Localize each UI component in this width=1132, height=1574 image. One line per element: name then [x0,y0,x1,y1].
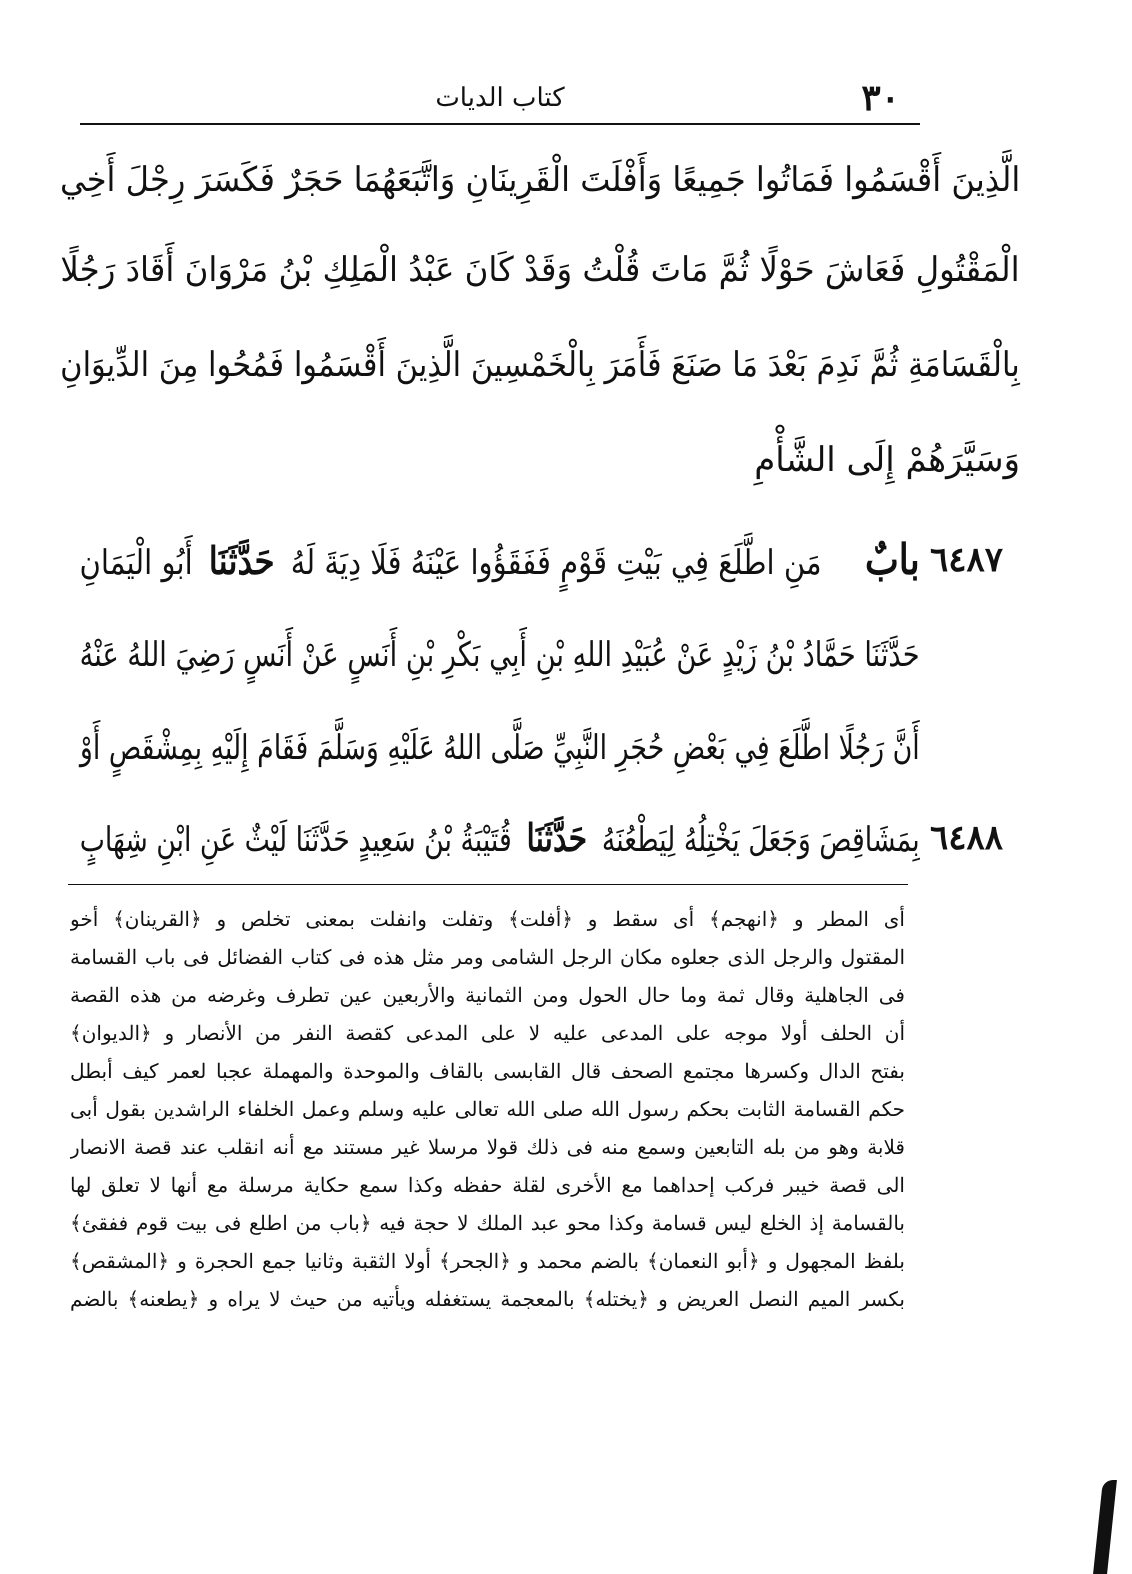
narrator: أَبُو الْيَمَانِ [79,543,193,583]
footnotes [70,900,905,1318]
page-number: ٣٠ [861,77,900,119]
footnote-line: بفتح الدال وكسرها مجتمع الصحف قال القابسى بالقاف والموحدة والمهملة عجبا لعمر كيف أبطل [70,1059,905,1083]
text-line: أَنَّ رَجُلًا اطَّلَعَ فِي بَعْضِ حُجَرِ النَّبِيِّ صَلَّى اللهُ عَلَيْهِ وَسَلَّمَ فَقَامَ إِلَيْهِ بِمِشْقَصٍ أَوْ [80,728,920,768]
scan-edge-mark [1093,1480,1117,1574]
footnote-line: بكسر الميم النصل العريض و ﴿يختله﴾ بالمعجمة يستغفله ويأتيه من حيث لا يراه و ﴿يطعنه﴾ بالضم [70,1287,905,1311]
chapter-title: كتاب الديات [435,83,565,113]
hadith-number: ٦٤٨٧ [930,540,1004,580]
footnote-line: حكم القسامة الثابت بحكم رسول الله صلى الله تعالى عليه وسلم وعمل الخلفاء الراشدين بقول أبى [70,1097,905,1121]
footnote-line: أن الحلف أولا موجه على المدعى عليه لا على المدعى كقصة النفر من الأنصار و ﴿الديوان﴾ [70,1021,905,1045]
text-line: حَدَّثَنَا حَمَّادُ بْنُ زَيْدٍ عَنْ عُبَيْدِ اللهِ بْنِ أَبِي بَكْرِ بْنِ أَنَسٍ عَنْ أَنَسٍ رَضِيَ اللهُ عَنْهُ [80,635,920,675]
haddathana-marker: حَدَّثَنَا [526,815,588,860]
hadith-lead: بِمَشَاقِصَ وَجَعَلَ يَخْتِلُهُ لِيَطْعُنَهُ [602,820,920,860]
footnote-line: بلفظ المجهول و ﴿أبو النعمان﴾ بالضم محمد و ﴿الجحر﴾ أولا الثقبة وثانيا جمع الحجرة و ﴿المشقص﴾ [70,1249,905,1273]
text-line: وَسَيَّرَهُمْ إِلَى الشَّأْمِ [754,440,1020,480]
bab-heading: مَنِ اطَّلَعَ فِي بَيْتِ قَوْمٍ فَفَقَؤُوا عَيْنَهُ فَلَا دِيَةَ لَهُ [290,543,822,583]
text-line: بِالْقَسَامَةِ ثُمَّ نَدِمَ بَعْدَ مَا صَنَعَ فَأَمَرَ بِالْخَمْسِينَ الَّذِينَ أَقْسَمُوا فَمُحُوا مِنَ الدِّيوَانِ [60,345,1020,385]
footnote-rule [68,884,908,885]
text-line: الْمَقْتُولِ فَعَاشَ حَوْلًا ثُمَّ مَاتَ قُلْتُ وَقَدْ كَانَ عَبْدُ الْمَلِكِ بْنُ مَرْوَانَ أَقَادَ رَجُلًا [60,250,1020,290]
footnote-line: المقتول والرجل الذى جعلوه مكان الرجل الشامى ومر مثل هذه فى كتاب الفضائل فى باب القسامة [70,945,905,969]
hadith-number: ٦٤٨٨ [930,818,1004,858]
bab-label: بابٌ [865,535,920,584]
page-header [80,78,920,118]
text-line [80,808,920,868]
text-line: الَّذِينَ أَقْسَمُوا فَمَاتُوا جَمِيعًا وَأَفْلَتَ الْقَرِينَانِ وَاتَّبَعَهُمَا حَجَرٌ فَكَسَرَ رِجْلَ أَخِي [59,160,1020,200]
bab-heading-line [80,530,920,590]
footnote-line: فى الجاهلية وقال ثمة وما حال الحول ومن الثمانية والأربعين عين تطرف وغرضه من هذه القصة [70,983,905,1007]
footnote-line: الى قصة خيبر فركب إحداهما مع الأخرى لقلة حفظه وكذا سمع حكاية مرسلة مع أنها لا تعلق لها [70,1173,905,1197]
header-rule [80,123,920,125]
haddathana-marker: حَدَّثَنَا [208,538,275,583]
footnote-line: أى المطر و ﴿انهجم﴾ أى سقط و ﴿أفلت﴾ وتفلت وانفلت بمعنى تخلص و ﴿القرينان﴾ أخو [70,907,905,931]
hadith-chain: قُتَيْبَةُ بْنُ سَعِيدٍ حَدَّثَنَا لَيْثٌ عَنِ ابْنِ شِهَابٍ [80,820,513,860]
footnote-line: قلابة وهو من بله التابعين وسمع منه فى ذلك قولا مرسلا غير مستند مع أنه انقلب عند قصة الانصار [70,1135,905,1159]
footnote-line: بالقسامة إذ الخلع ليس قسامة وكذا محو عبد الملك لا حجة فيه ﴿باب من اطلع فى بيت قوم ففقئ﴾ [70,1211,905,1235]
